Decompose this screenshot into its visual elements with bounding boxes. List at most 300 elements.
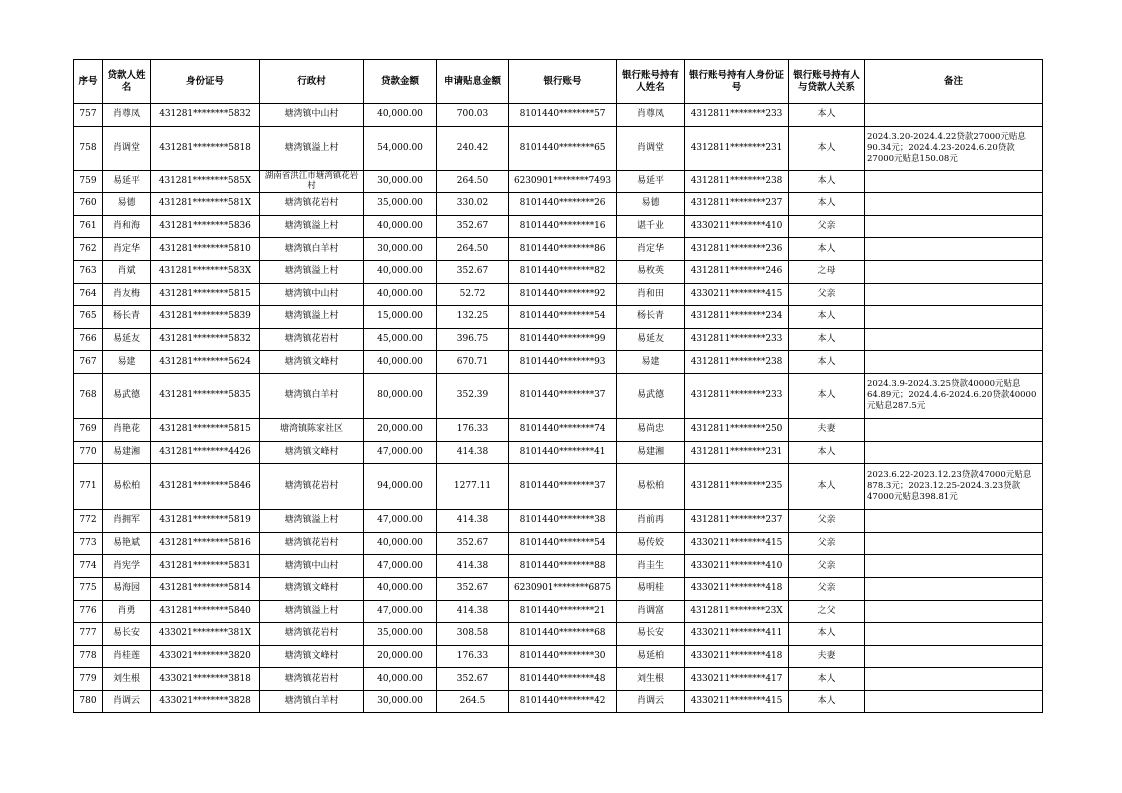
holder-id-cell: 4312811********231 [685, 441, 789, 464]
loan-amount-cell: 94,000.00 [364, 464, 437, 510]
relation-cell: 夫妻 [789, 418, 865, 441]
holder-name-cell: 易枚英 [617, 260, 685, 283]
interest-amount-cell: 700.03 [437, 104, 509, 127]
table-row [74, 418, 1043, 441]
interest-amount-cell: 352.67 [437, 577, 509, 600]
interest-amount-cell: 396.75 [437, 328, 509, 351]
bank-account-cell: 8101440********38 [509, 510, 617, 533]
borrower-name-cell: 易松柏 [103, 464, 151, 510]
relation-cell: 本人 [789, 126, 865, 170]
bank-account-cell: 8101440********37 [509, 464, 617, 510]
village-cell: 塘湾镇溢上村 [260, 126, 364, 170]
table-row [74, 441, 1043, 464]
village-cell: 塘湾镇溢上村 [260, 600, 364, 623]
row-number-cell: 766 [74, 328, 103, 351]
id-number-cell: 431281********5839 [151, 306, 260, 329]
borrower-name-cell: 易延平 [103, 170, 151, 193]
relation-cell: 本人 [789, 690, 865, 713]
borrower-name-cell: 肖斌 [103, 260, 151, 283]
interest-amount-cell: 352.39 [437, 373, 509, 418]
holder-id-cell: 4312811********233 [685, 373, 789, 418]
interest-amount-cell: 308.58 [437, 623, 509, 646]
relation-cell: 父亲 [789, 283, 865, 306]
row-number-cell: 764 [74, 283, 103, 306]
holder-id-cell: 4312811********23X [685, 600, 789, 623]
row-number-cell: 776 [74, 600, 103, 623]
borrower-name-cell: 易海园 [103, 577, 151, 600]
borrower-name-cell: 肖定华 [103, 238, 151, 261]
holder-name-cell: 易松柏 [617, 464, 685, 510]
interest-amount-cell: 352.67 [437, 668, 509, 691]
note-cell [865, 283, 1043, 306]
bank-account-cell: 8101440********54 [509, 532, 617, 555]
holder-id-cell: 4330211********410 [685, 555, 789, 578]
village-cell: 塘湾镇白羊村 [260, 238, 364, 261]
row-number-cell: 777 [74, 623, 103, 646]
relation-cell: 本人 [789, 170, 865, 193]
id-number-cell: 431281********5840 [151, 600, 260, 623]
holder-name-cell: 易尚忠 [617, 418, 685, 441]
borrower-name-cell: 易建湘 [103, 441, 151, 464]
table-row [74, 126, 1043, 170]
borrower-name-cell: 易长安 [103, 623, 151, 646]
row-number-cell: 759 [74, 170, 103, 193]
note-cell [865, 668, 1043, 691]
interest-amount-cell: 330.02 [437, 193, 509, 216]
village-cell: 塘湾镇溢上村 [260, 306, 364, 329]
holder-name-cell: 肖定华 [617, 238, 685, 261]
id-number-cell: 431281********5815 [151, 418, 260, 441]
interest-amount-cell: 352.67 [437, 532, 509, 555]
holder-name-cell: 肖前再 [617, 510, 685, 533]
borrower-name-cell: 肖调云 [103, 690, 151, 713]
relation-cell: 夫妻 [789, 645, 865, 668]
village-cell: 塘湾镇中山村 [260, 555, 364, 578]
village-cell: 塘湾镇陈家社区 [260, 418, 364, 441]
id-number-cell: 431281********5836 [151, 215, 260, 238]
row-number-cell: 772 [74, 510, 103, 533]
borrower-name-cell: 肖拥军 [103, 510, 151, 533]
row-number-cell: 763 [74, 260, 103, 283]
holder-id-cell: 4312811********237 [685, 193, 789, 216]
relation-cell: 父亲 [789, 215, 865, 238]
borrower-name-cell: 易德 [103, 193, 151, 216]
loan-amount-cell: 40,000.00 [364, 532, 437, 555]
note-cell: 2023.6.22-2023.12.23贷款47000元贴息878.3元；2023.12.25-2024.3.23贷款47000元贴息398.81元 [865, 464, 1043, 510]
header-village: 行政村 [260, 60, 364, 104]
loan-amount-cell: 47,000.00 [364, 441, 437, 464]
loan-amount-cell: 40,000.00 [364, 668, 437, 691]
holder-name-cell: 易建湘 [617, 441, 685, 464]
id-number-cell: 431281********5846 [151, 464, 260, 510]
borrower-name-cell: 易艳斌 [103, 532, 151, 555]
village-cell: 塘湾镇溢上村 [260, 260, 364, 283]
bank-account-cell: 8101440********30 [509, 645, 617, 668]
holder-name-cell: 易武德 [617, 373, 685, 418]
holder-id-cell: 4312811********233 [685, 328, 789, 351]
note-cell [865, 577, 1043, 600]
interest-amount-cell: 352.67 [437, 215, 509, 238]
id-number-cell: 431281********5814 [151, 577, 260, 600]
header-holder-id: 银行账号持有人身份证号 [685, 60, 789, 104]
header-interest: 申请贴息金额 [437, 60, 509, 104]
loan-amount-cell: 35,000.00 [364, 623, 437, 646]
village-cell: 塘湾镇文峰村 [260, 645, 364, 668]
bank-account-cell: 8101440********41 [509, 441, 617, 464]
note-cell [865, 260, 1043, 283]
table-row [74, 623, 1043, 646]
header-bank-account: 银行账号 [509, 60, 617, 104]
table-row [74, 193, 1043, 216]
borrower-name-cell: 刘生根 [103, 668, 151, 691]
holder-name-cell: 易明桂 [617, 577, 685, 600]
loan-amount-cell: 30,000.00 [364, 170, 437, 193]
row-number-cell: 780 [74, 690, 103, 713]
note-cell [865, 238, 1043, 261]
table-row [74, 600, 1043, 623]
village-cell: 塘湾镇溢上村 [260, 215, 364, 238]
bank-account-cell: 8101440********54 [509, 306, 617, 329]
relation-cell: 本人 [789, 238, 865, 261]
bank-account-cell: 8101440********16 [509, 215, 617, 238]
holder-id-cell: 4330211********417 [685, 668, 789, 691]
loan-amount-cell: 54,000.00 [364, 126, 437, 170]
bank-account-cell: 8101440********82 [509, 260, 617, 283]
loan-amount-cell: 30,000.00 [364, 690, 437, 713]
id-number-cell: 431281********5818 [151, 126, 260, 170]
note-cell [865, 441, 1043, 464]
holder-name-cell: 刘生根 [617, 668, 685, 691]
note-cell [865, 104, 1043, 127]
table-row [74, 645, 1043, 668]
id-number-cell: 431281********5835 [151, 373, 260, 418]
borrower-name-cell: 易武德 [103, 373, 151, 418]
table-row [74, 690, 1043, 713]
loan-amount-cell: 30,000.00 [364, 238, 437, 261]
interest-amount-cell: 670.71 [437, 351, 509, 374]
village-cell: 塘湾镇白羊村 [260, 690, 364, 713]
id-number-cell: 431281********5816 [151, 532, 260, 555]
row-number-cell: 758 [74, 126, 103, 170]
holder-name-cell: 肖和田 [617, 283, 685, 306]
loan-amount-cell: 40,000.00 [364, 260, 437, 283]
village-cell: 塘湾镇花岩村 [260, 532, 364, 555]
holder-name-cell: 肖调云 [617, 690, 685, 713]
holder-id-cell: 4330211********418 [685, 577, 789, 600]
loan-amount-cell: 80,000.00 [364, 373, 437, 418]
header-holder-name: 银行账号持有人姓名 [617, 60, 685, 104]
holder-id-cell: 4330211********415 [685, 532, 789, 555]
holder-name-cell: 肖圭生 [617, 555, 685, 578]
village-cell: 塘湾镇花岩村 [260, 328, 364, 351]
interest-amount-cell: 52.72 [437, 283, 509, 306]
bank-account-cell: 8101440********57 [509, 104, 617, 127]
relation-cell: 本人 [789, 623, 865, 646]
holder-id-cell: 4312811********236 [685, 238, 789, 261]
table-row [74, 510, 1043, 533]
id-number-cell: 433021********3828 [151, 690, 260, 713]
interest-amount-cell: 264.50 [437, 238, 509, 261]
interest-amount-cell: 264.50 [437, 170, 509, 193]
holder-id-cell: 4312811********238 [685, 351, 789, 374]
borrower-name-cell: 肖宪学 [103, 555, 151, 578]
row-number-cell: 757 [74, 104, 103, 127]
bank-account-cell: 8101440********68 [509, 623, 617, 646]
holder-id-cell: 4330211********415 [685, 283, 789, 306]
bank-account-cell: 8101440********65 [509, 126, 617, 170]
interest-amount-cell: 1277.11 [437, 464, 509, 510]
id-number-cell: 431281********4426 [151, 441, 260, 464]
id-number-cell: 433021********3820 [151, 645, 260, 668]
row-number-cell: 768 [74, 373, 103, 418]
bank-account-cell: 8101440********99 [509, 328, 617, 351]
row-number-cell: 775 [74, 577, 103, 600]
table-row [74, 532, 1043, 555]
id-number-cell: 433021********381X [151, 623, 260, 646]
note-cell [865, 328, 1043, 351]
table-body [74, 104, 1043, 713]
holder-name-cell: 易延平 [617, 170, 685, 193]
bank-account-cell: 8101440********92 [509, 283, 617, 306]
table-row [74, 283, 1043, 306]
borrower-name-cell: 易延友 [103, 328, 151, 351]
id-number-cell: 431281********581X [151, 193, 260, 216]
bank-account-cell: 8101440********48 [509, 668, 617, 691]
village-cell: 塘湾镇溢上村 [260, 510, 364, 533]
row-number-cell: 771 [74, 464, 103, 510]
borrower-name-cell: 肖桂莲 [103, 645, 151, 668]
loan-amount-cell: 40,000.00 [364, 351, 437, 374]
holder-id-cell: 4312811********231 [685, 126, 789, 170]
relation-cell: 父亲 [789, 532, 865, 555]
bank-account-cell: 6230901********6875 [509, 577, 617, 600]
row-number-cell: 774 [74, 555, 103, 578]
relation-cell: 本人 [789, 351, 865, 374]
holder-id-cell: 4330211********415 [685, 690, 789, 713]
note-cell [865, 645, 1043, 668]
holder-name-cell: 杨长青 [617, 306, 685, 329]
village-cell: 塘湾镇花岩村 [260, 193, 364, 216]
village-cell: 塘湾镇白羊村 [260, 373, 364, 418]
holder-id-cell: 4312811********234 [685, 306, 789, 329]
bank-account-cell: 8101440********93 [509, 351, 617, 374]
holder-id-cell: 4312811********235 [685, 464, 789, 510]
bank-account-cell: 8101440********26 [509, 193, 617, 216]
table-row [74, 351, 1043, 374]
bank-account-cell: 8101440********37 [509, 373, 617, 418]
village-cell: 塘湾镇文峰村 [260, 577, 364, 600]
id-number-cell: 431281********5831 [151, 555, 260, 578]
interest-amount-cell: 264.5 [437, 690, 509, 713]
interest-amount-cell: 414.38 [437, 510, 509, 533]
interest-amount-cell: 414.38 [437, 555, 509, 578]
borrower-name-cell: 肖和海 [103, 215, 151, 238]
row-number-cell: 779 [74, 668, 103, 691]
note-cell [865, 600, 1043, 623]
relation-cell: 本人 [789, 668, 865, 691]
relation-cell: 本人 [789, 104, 865, 127]
holder-name-cell: 肖调富 [617, 600, 685, 623]
loan-amount-cell: 35,000.00 [364, 193, 437, 216]
village-cell: 塘湾镇花岩村 [260, 623, 364, 646]
interest-amount-cell: 240.42 [437, 126, 509, 170]
holder-id-cell: 4330211********411 [685, 623, 789, 646]
relation-cell: 本人 [789, 464, 865, 510]
loan-amount-cell: 20,000.00 [364, 418, 437, 441]
row-number-cell: 769 [74, 418, 103, 441]
loan-amount-cell: 40,000.00 [364, 283, 437, 306]
note-cell [865, 418, 1043, 441]
table-row [74, 555, 1043, 578]
note-cell: 2024.3.20-2024.4.22贷款27000元贴息90.34元；2024.4.23-2024.6.20贷款27000元贴息150.08元 [865, 126, 1043, 170]
note-cell [865, 555, 1043, 578]
loan-amount-cell: 40,000.00 [364, 215, 437, 238]
holder-name-cell: 易建 [617, 351, 685, 374]
table-row [74, 104, 1043, 127]
loan-amount-cell: 47,000.00 [364, 510, 437, 533]
village-cell: 塘湾镇花岩村 [260, 464, 364, 510]
holder-name-cell: 易传姣 [617, 532, 685, 555]
holder-name-cell: 易延柏 [617, 645, 685, 668]
bank-account-cell: 8101440********74 [509, 418, 617, 441]
borrower-name-cell: 易建 [103, 351, 151, 374]
id-number-cell: 431281********583X [151, 260, 260, 283]
village-cell: 湖南省洪江市塘湾镇花岩村 [260, 170, 364, 193]
header-borrower-name: 贷款人姓名 [103, 60, 151, 104]
table-row [74, 464, 1043, 510]
relation-cell: 之母 [789, 260, 865, 283]
holder-id-cell: 4312811********237 [685, 510, 789, 533]
holder-name-cell: 谌千业 [617, 215, 685, 238]
table-row [74, 215, 1043, 238]
note-cell: 2024.3.9-2024.3.25贷款40000元贴息64.89元；2024.4.6-2024.6.20贷款40000元贴息287.5元 [865, 373, 1043, 418]
relation-cell: 之父 [789, 600, 865, 623]
row-number-cell: 778 [74, 645, 103, 668]
holder-id-cell: 4330211********410 [685, 215, 789, 238]
loan-amount-cell: 47,000.00 [364, 555, 437, 578]
holder-name-cell: 肖尊凤 [617, 104, 685, 127]
holder-id-cell: 4312811********233 [685, 104, 789, 127]
bank-account-cell: 8101440********86 [509, 238, 617, 261]
loan-amount-cell: 15,000.00 [364, 306, 437, 329]
holder-name-cell: 肖调堂 [617, 126, 685, 170]
village-cell: 塘湾镇文峰村 [260, 351, 364, 374]
loan-subsidy-table [73, 59, 1043, 713]
holder-id-cell: 4330211********418 [685, 645, 789, 668]
table-row [74, 306, 1043, 329]
id-number-cell: 433021********3818 [151, 668, 260, 691]
loan-amount-cell: 40,000.00 [364, 104, 437, 127]
relation-cell: 父亲 [789, 577, 865, 600]
row-number-cell: 770 [74, 441, 103, 464]
row-number-cell: 761 [74, 215, 103, 238]
row-number-cell: 765 [74, 306, 103, 329]
table-row [74, 238, 1043, 261]
borrower-name-cell: 肖调堂 [103, 126, 151, 170]
holder-name-cell: 易延友 [617, 328, 685, 351]
holder-id-cell: 4312811********246 [685, 260, 789, 283]
relation-cell: 本人 [789, 306, 865, 329]
loan-amount-cell: 47,000.00 [364, 600, 437, 623]
village-cell: 塘湾镇中山村 [260, 104, 364, 127]
row-number-cell: 762 [74, 238, 103, 261]
note-cell [865, 690, 1043, 713]
bank-account-cell: 8101440********42 [509, 690, 617, 713]
borrower-name-cell: 肖勇 [103, 600, 151, 623]
note-cell [865, 170, 1043, 193]
header-note: 备注 [865, 60, 1043, 104]
bank-account-cell: 8101440********21 [509, 600, 617, 623]
table-row [74, 260, 1043, 283]
table-row [74, 668, 1043, 691]
interest-amount-cell: 414.38 [437, 441, 509, 464]
loan-amount-cell: 20,000.00 [364, 645, 437, 668]
borrower-name-cell: 肖友梅 [103, 283, 151, 306]
interest-amount-cell: 414.38 [437, 600, 509, 623]
bank-account-cell: 8101440********88 [509, 555, 617, 578]
holder-name-cell: 易德 [617, 193, 685, 216]
relation-cell: 父亲 [789, 510, 865, 533]
borrower-name-cell: 肖尊凤 [103, 104, 151, 127]
loan-amount-cell: 45,000.00 [364, 328, 437, 351]
relation-cell: 本人 [789, 328, 865, 351]
header-row [74, 60, 1043, 104]
loan-amount-cell: 40,000.00 [364, 577, 437, 600]
interest-amount-cell: 132.25 [437, 306, 509, 329]
relation-cell: 本人 [789, 193, 865, 216]
table-row [74, 328, 1043, 351]
header-id-number: 身份证号 [151, 60, 260, 104]
id-number-cell: 431281********5832 [151, 104, 260, 127]
id-number-cell: 431281********585X [151, 170, 260, 193]
interest-amount-cell: 176.33 [437, 645, 509, 668]
row-number-cell: 773 [74, 532, 103, 555]
row-number-cell: 760 [74, 193, 103, 216]
borrower-name-cell: 杨长青 [103, 306, 151, 329]
relation-cell: 本人 [789, 373, 865, 418]
row-number-cell: 767 [74, 351, 103, 374]
note-cell [865, 510, 1043, 533]
interest-amount-cell: 176.33 [437, 418, 509, 441]
interest-amount-cell: 352.67 [437, 260, 509, 283]
holder-name-cell: 易长安 [617, 623, 685, 646]
table-row [74, 577, 1043, 600]
id-number-cell: 431281********5810 [151, 238, 260, 261]
holder-id-cell: 4312811********238 [685, 170, 789, 193]
village-cell: 塘湾镇文峰村 [260, 441, 364, 464]
header-relation: 银行账号持有人与贷款人关系 [789, 60, 865, 104]
table-row [74, 373, 1043, 418]
note-cell [865, 532, 1043, 555]
relation-cell: 本人 [789, 441, 865, 464]
relation-cell: 父亲 [789, 555, 865, 578]
table-row [74, 170, 1043, 193]
borrower-name-cell: 肖艳花 [103, 418, 151, 441]
header-no: 序号 [74, 60, 103, 104]
note-cell [865, 306, 1043, 329]
village-cell: 塘湾镇花岩村 [260, 668, 364, 691]
header-loan-amount: 贷款金额 [364, 60, 437, 104]
id-number-cell: 431281********5624 [151, 351, 260, 374]
village-cell: 塘湾镇中山村 [260, 283, 364, 306]
holder-id-cell: 4312811********250 [685, 418, 789, 441]
note-cell [865, 215, 1043, 238]
id-number-cell: 431281********5815 [151, 283, 260, 306]
note-cell [865, 623, 1043, 646]
id-number-cell: 431281********5819 [151, 510, 260, 533]
note-cell [865, 193, 1043, 216]
note-cell [865, 351, 1043, 374]
